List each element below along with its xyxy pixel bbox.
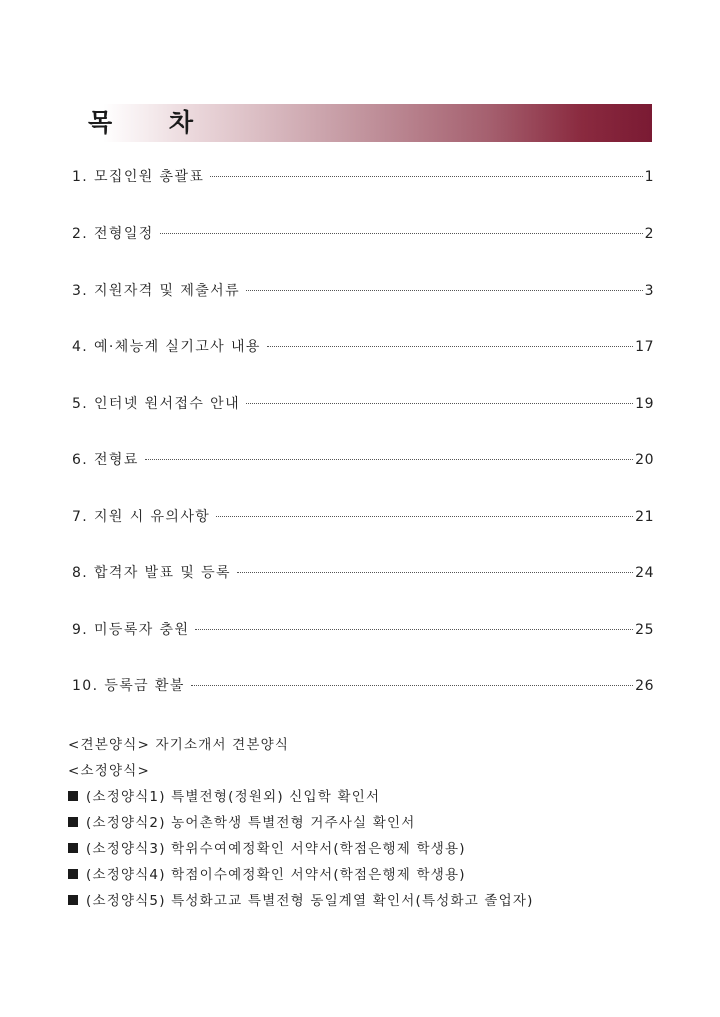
square-bullet-icon bbox=[68, 869, 78, 879]
toc-entry-page: 26 bbox=[635, 678, 654, 694]
form-item-label: (소정양식3) 학위수여예정확인 서약서(학점은행제 학생용) bbox=[86, 841, 466, 857]
toc-entry-label: 2. 전형일정 bbox=[72, 226, 154, 242]
square-bullet-icon bbox=[68, 791, 78, 801]
toc-entry-label: 6. 전형료 bbox=[72, 452, 139, 468]
dot-leader bbox=[191, 685, 633, 686]
dot-leader bbox=[237, 572, 633, 573]
toc-entry[interactable] bbox=[72, 336, 654, 356]
toc-entry-label: 10. 등록금 환불 bbox=[72, 678, 185, 694]
toc-entry-page: 3 bbox=[644, 283, 654, 299]
form-item-label: (소정양식5) 특성화고교 특별전형 동일계열 확인서(특성화고 졸업자) bbox=[86, 893, 534, 909]
square-bullet-icon bbox=[68, 817, 78, 827]
toc-entry-page: 1 bbox=[644, 169, 654, 185]
dot-leader bbox=[210, 176, 642, 177]
toc-entry-page: 19 bbox=[635, 396, 654, 412]
toc-entry[interactable] bbox=[72, 675, 654, 695]
toc-entry[interactable] bbox=[72, 506, 654, 526]
toc-entry-label: 5. 인터넷 원서접수 안내 bbox=[72, 396, 241, 412]
dot-leader bbox=[195, 629, 633, 630]
toc-entry-page: 21 bbox=[635, 509, 654, 525]
dot-leader bbox=[145, 459, 633, 460]
toc-entry-label: 9. 미등록자 충원 bbox=[72, 622, 190, 638]
dot-leader bbox=[246, 403, 633, 404]
page-title: 목 차 bbox=[88, 108, 218, 137]
dot-leader bbox=[216, 516, 633, 517]
square-bullet-icon bbox=[68, 843, 78, 853]
form-item bbox=[68, 811, 416, 831]
form-item bbox=[68, 889, 534, 909]
toc-entry[interactable] bbox=[72, 280, 654, 300]
toc-entry-page: 2 bbox=[644, 226, 654, 242]
toc-entry-label: 8. 합격자 발표 및 등록 bbox=[72, 565, 231, 581]
form-item bbox=[68, 837, 466, 857]
form-item-label: (소정양식1) 특별전형(정원외) 신입학 확인서 bbox=[86, 789, 381, 805]
toc-entry[interactable] bbox=[72, 393, 654, 413]
toc-entry[interactable] bbox=[72, 223, 654, 243]
sample-form-line: <견본양식> 자기소개서 견본양식 bbox=[68, 737, 290, 753]
form-item-label: (소정양식4) 학점이수예정확인 서약서(학점은행제 학생용) bbox=[86, 867, 466, 883]
dot-leader bbox=[160, 233, 643, 234]
form-item bbox=[68, 863, 466, 883]
toc-entry[interactable] bbox=[72, 619, 654, 639]
toc-entry-label: 7. 지원 시 유의사항 bbox=[72, 509, 211, 525]
toc-entry-label: 1. 모집인원 총괄표 bbox=[72, 169, 205, 185]
form-item-label: (소정양식2) 농어촌학생 특별전형 거주사실 확인서 bbox=[86, 815, 416, 831]
toc-entry-label: 3. 지원자격 및 제출서류 bbox=[72, 283, 241, 299]
toc-entry[interactable] bbox=[72, 449, 654, 469]
form-item bbox=[68, 785, 380, 805]
forms-heading: <소정양식> bbox=[68, 763, 150, 779]
toc-entry[interactable] bbox=[72, 562, 654, 582]
toc-entry-label: 4. 예·체능계 실기고사 내용 bbox=[72, 339, 261, 355]
square-bullet-icon bbox=[68, 895, 78, 905]
toc-entry-page: 20 bbox=[635, 452, 654, 468]
toc-entry-page: 24 bbox=[635, 565, 654, 581]
toc-entry[interactable] bbox=[72, 166, 654, 186]
dot-leader bbox=[246, 290, 643, 291]
toc-entry-page: 25 bbox=[635, 622, 654, 638]
dot-leader bbox=[267, 346, 633, 347]
toc-entry-page: 17 bbox=[635, 339, 654, 355]
